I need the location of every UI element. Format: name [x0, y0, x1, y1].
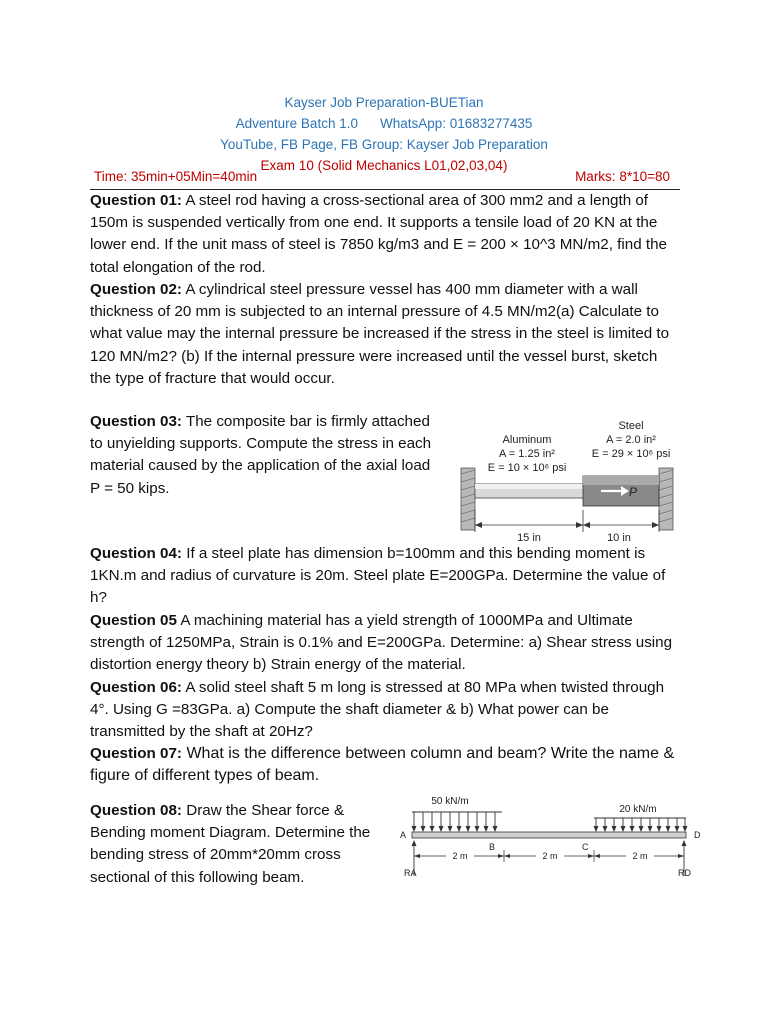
reaction-ra-label: RA: [404, 868, 417, 878]
aluminum-length: 15 in: [517, 532, 541, 544]
distributed-load-left: [412, 812, 502, 828]
exam-info-bar: [90, 168, 680, 190]
question-text: What is the difference between column and beam? Write the name & figure of different types of beam.: [90, 745, 675, 785]
exam-marks: Marks: 8*10=80: [575, 169, 670, 184]
question-label: Question 05: [90, 612, 177, 629]
question-text: A steel rod having a cross-sectional area of 300 mm2 and a length of 150m is suspended vertically from one end. It supports a tensile load of 20 KN at the lower end. If the unit mass of steel is 7850 kg/m3 and E = 200 × 10^3 MN/m2, find the total elongation of the rod.: [90, 192, 667, 276]
question-text: If a steel plate has dimension b=100mm and this bending moment is 1KN.m and radius of curvature is 20m. Steel plate E=200GPa. Determine the value of h?: [90, 545, 666, 607]
header-batch-line: [0, 113, 768, 134]
question-label: Question 02:: [90, 281, 182, 298]
question-label: Question 01:: [90, 192, 182, 209]
question-text: A machining material has a yield strength of 1000MPa and Ultimate strength of 1250MPa, Strain is 0.1% and E=200GPa. Determine: a) Shear stress using distortion energy theory b) Strain energy of the material.: [90, 612, 673, 674]
load-left-label: 50 kN/m: [431, 796, 469, 807]
question-label: Question 03:: [90, 413, 182, 430]
point-b-label: B: [489, 842, 496, 852]
question-label: Question 07:: [90, 745, 182, 762]
header-whatsapp: WhatsApp: 01683277435: [379, 116, 533, 131]
question-03: [90, 411, 442, 500]
question-label: Question 06:: [90, 679, 182, 696]
exam-header: [0, 92, 768, 176]
question-07: [90, 743, 680, 787]
header-title: Kayser Job Preparation-BUETian: [284, 95, 484, 110]
point-d-label: D: [694, 830, 701, 840]
left-wall: [461, 468, 475, 530]
point-c-label: C: [582, 842, 589, 852]
span-ab-label: 2 m: [452, 851, 468, 861]
steel-modulus: E = 29 × 10⁶ psi: [591, 448, 671, 460]
right-wall: [659, 468, 673, 530]
beam: [412, 832, 686, 838]
question-label: Question 04:: [90, 545, 182, 562]
question-08: [90, 800, 375, 889]
question-05: [90, 610, 680, 677]
steel-area: A = 2.0 in²: [606, 434, 656, 446]
question-text: A solid steel shaft 5 m long is stressed at 80 MPa when twisted through 4°. Using G =83GPa. a) Compute the shaft diameter & b) What power can be transmitted by the shaft at 20Hz?: [90, 679, 665, 741]
load-label: P: [629, 485, 638, 499]
steel-length: 10 in: [607, 532, 631, 544]
question-label: Question 08:: [90, 802, 182, 819]
load-right-label: 20 kN/m: [619, 804, 657, 815]
exam-time: Time: 35min+05Min=40min: [94, 169, 258, 184]
aluminum-modulus: E = 10 × 10⁶ psi: [487, 462, 567, 474]
question-text: Draw the Shear force & Bending moment Diagram. Determine the bending stress of 20mm*20mm cross sectional of this following beam.: [90, 802, 371, 886]
aluminum-area: A = 1.25 in²: [499, 448, 555, 460]
question-06: [90, 677, 680, 744]
header-exam: Exam 10 (Solid Mechanics L01,02,03,04): [260, 158, 508, 173]
point-a-label: A: [400, 830, 407, 840]
span-cd-label: 2 m: [632, 851, 648, 861]
header-batch: Adventure Batch 1.0: [235, 116, 358, 131]
span-bc-label: 2 m: [542, 851, 558, 861]
aluminum-title: Aluminum: [502, 434, 552, 446]
question-text: A cylindrical steel pressure vessel has 400 mm diameter with a wall thickness of 20 mm is subjected to an internal pressure of 4.5 MN/m2(a) Calculate to what value may the internal pressure be increased if the stress in the steel is limited to 120 MN/m2? (b) If the internal pressure were increased until the vessel burst, sketch the type of fracture that would occur.: [90, 281, 670, 387]
header-social: YouTube, FB Page, FB Group: Kayser Job Preparation: [220, 137, 548, 152]
question-01: [90, 190, 680, 279]
question-02: [90, 279, 680, 390]
beam-figure: [390, 792, 710, 884]
question-04: [90, 543, 680, 610]
question-text: The composite bar is firmly attached to unyielding supports. Compute the stress in each material caused by the application of the axial load P = 50 kips.: [90, 413, 432, 497]
steel-title: Steel: [618, 420, 644, 432]
reaction-rd-label: RD: [678, 868, 691, 878]
composite-bar-figure: [455, 412, 685, 548]
